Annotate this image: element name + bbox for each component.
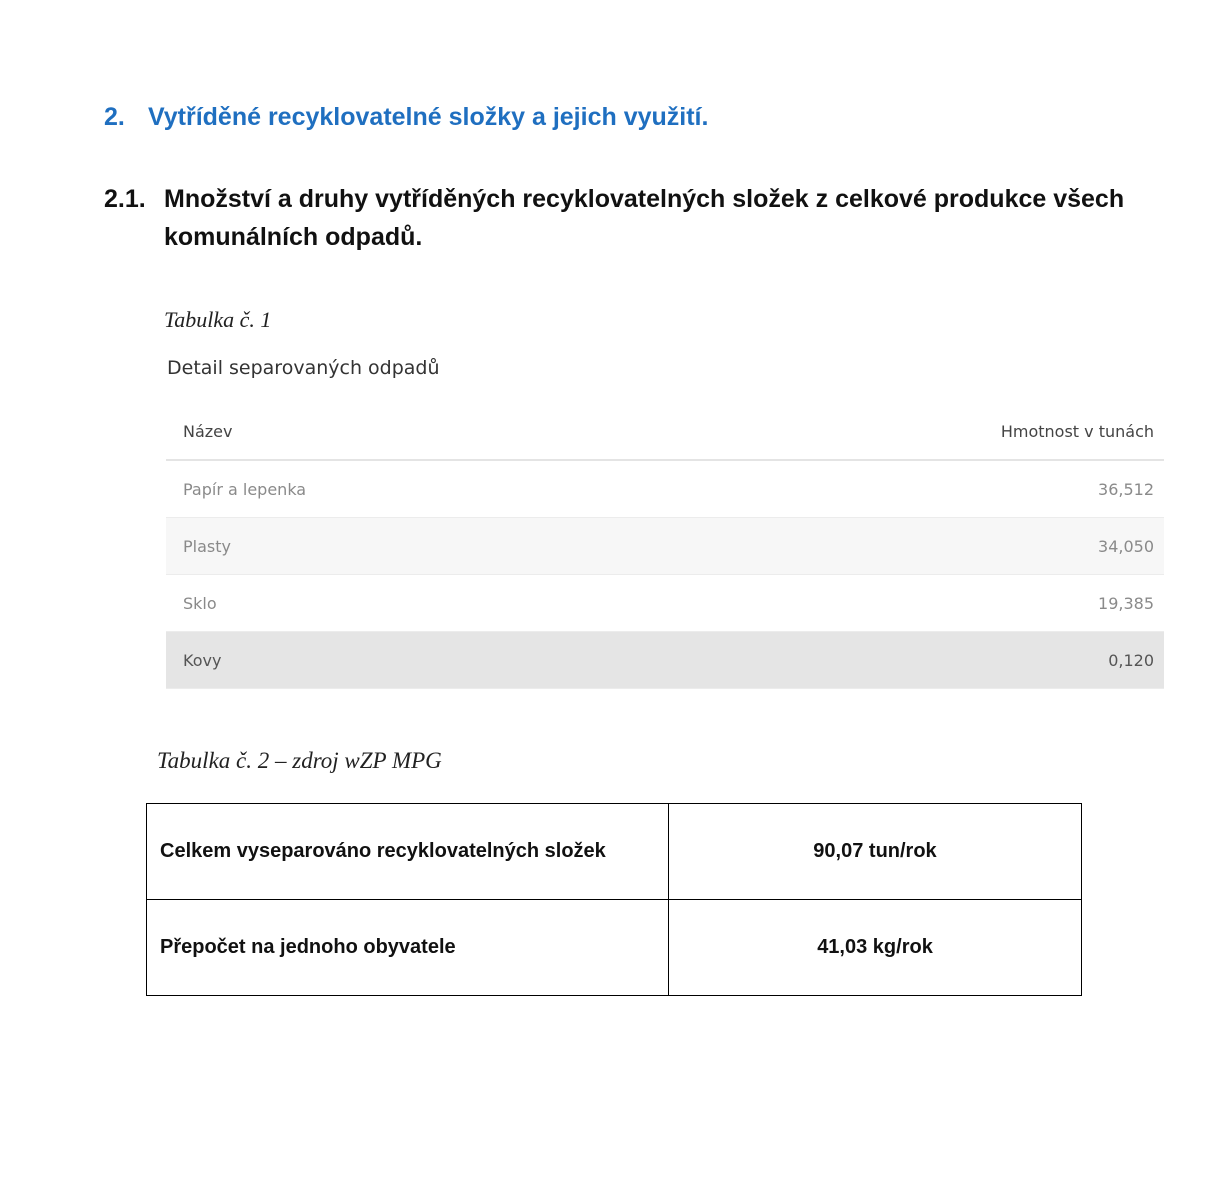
table1-title: Detail separovaných odpadů xyxy=(167,357,440,379)
subsection-title: Množství a druhy vytříděných recyklovatelných složek z celkové produkce všech komunálních odpadů. xyxy=(164,185,1125,251)
summary-table xyxy=(146,803,1082,996)
subsection-number: 2.1. xyxy=(104,185,146,213)
section-number: 2. xyxy=(104,103,125,131)
table-row[interactable] xyxy=(166,518,1164,575)
table1-caption: Tabulka č. 1 xyxy=(164,307,272,332)
section-title: Vytříděné recyklovatelné složky a jejich využití. xyxy=(148,103,709,131)
row-weight: 36,512 xyxy=(1098,479,1154,499)
row-weight: 0,120 xyxy=(1108,650,1154,670)
row-name: Papír a lepenka xyxy=(183,479,307,499)
table-row[interactable] xyxy=(166,575,1164,632)
column-header-weight[interactable]: Hmotnost v tunách xyxy=(1000,422,1154,441)
summary-value: 90,07 tun/rok xyxy=(669,804,1082,900)
table-row-highlighted[interactable] xyxy=(166,632,1164,689)
row-name: Sklo xyxy=(183,593,217,613)
column-header-name[interactable]: Název xyxy=(183,422,233,441)
row-weight: 19,385 xyxy=(1098,593,1154,613)
subsection-heading xyxy=(104,180,1164,256)
table2-caption: Tabulka č. 2 – zdroj wZP MPG xyxy=(157,748,442,773)
row-name: Kovy xyxy=(183,650,222,670)
waste-detail-table xyxy=(166,404,1164,689)
summary-label: Přepočet na jednoho obyvatele xyxy=(147,900,669,996)
table-row xyxy=(147,900,1082,996)
summary-value: 41,03 kg/rok xyxy=(669,900,1082,996)
row-name: Plasty xyxy=(183,536,231,556)
table-row xyxy=(147,804,1082,900)
table-header-row xyxy=(166,404,1164,461)
summary-label: Celkem vyseparováno recyklovatelných složek xyxy=(147,804,669,900)
section-heading xyxy=(104,103,708,132)
row-weight: 34,050 xyxy=(1098,536,1154,556)
table-row[interactable] xyxy=(166,461,1164,518)
